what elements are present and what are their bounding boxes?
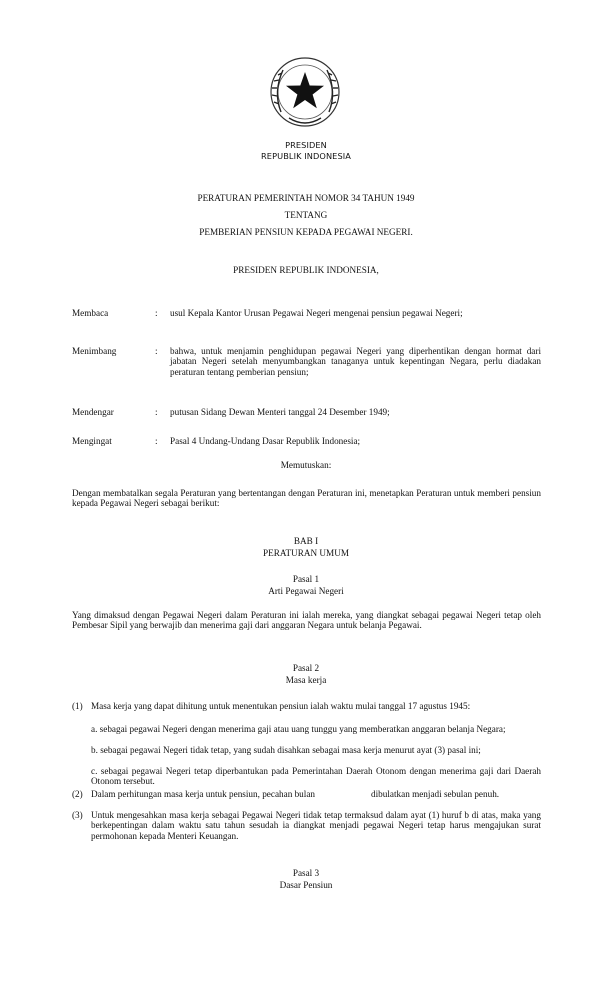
issuer-line: PRESIDEN REPUBLIK INDONESIA, — [233, 265, 379, 275]
item-number: (2) — [72, 789, 83, 799]
title-line-2: TENTANG — [284, 210, 328, 220]
text-mendengar: putusan Sidang Dewan Menteri tanggal 24 Desember 1949; — [170, 407, 390, 417]
item-number: (3) — [72, 810, 83, 820]
item-number: (1) — [72, 701, 83, 711]
pasal-2-number: Pasal 2 — [292, 663, 320, 673]
label-membaca: Membaca — [72, 308, 109, 318]
colon: : — [155, 346, 158, 356]
pasal-1-number: Pasal 1 — [292, 574, 320, 584]
pasal-3-title: Dasar Pensiun — [279, 880, 333, 890]
item-1-sub-b: b. sebagai pegawai Negeri tidak tetap, yang sudah disahkan sebagai masa kerja menurut ayat (3) pasal ini; — [91, 745, 481, 755]
header-presiden: PRESIDEN — [285, 140, 327, 150]
item-1-sub-a: a. sebagai pegawai Negeri dengan menerima gaji atau uang tunggu yang memberatkan anggaran belanja Negara; — [91, 724, 506, 734]
label-menimbang: Menimbang — [72, 346, 117, 356]
colon: : — [155, 407, 158, 417]
pasal-3-number: Pasal 3 — [292, 868, 320, 878]
item-2-text-b: dibulatkan menjadi sebulan penuh. — [371, 789, 500, 799]
item-2-text — [91, 789, 541, 799]
text-menimbang: bahwa, untuk menjamin penghidupan pegawai Negeri yang diperhentikan dengan hormat dari jabatan Negeri setelah menyumbangkan tanaganya untuk kepentingan Negara, perlu diadakan peraturan tentang pemberian pensiun; — [170, 346, 541, 377]
text-mengingat: Pasal 4 Undang-Undang Dasar Republik Indonesia; — [170, 436, 361, 446]
memutuskan-heading: Memutuskan: — [280, 460, 332, 470]
title-line-3: PEMBERIAN PENSIUN KEPADA PEGAWAI NEGERI. — [199, 227, 413, 237]
colon: : — [155, 308, 158, 318]
chapter-title: PERATURAN UMUM — [262, 548, 349, 558]
chapter-number: BAB I — [293, 536, 319, 546]
label-mendengar: Mendengar — [72, 407, 114, 417]
item-2-text-a: Dalam perhitungan masa kerja untuk pensiun, pecahan bulan — [91, 789, 315, 799]
pasal-1-text: Yang dimaksud dengan Pegawai Negeri dalam Peraturan ini ialah mereka, yang diangkat sebagai pegawai Negeri tetap oleh Pembesar Sipil yang berwajib dan menerima gaji dari anggaran Negara untuk belanja Pegawai. — [72, 610, 541, 631]
decision-text: Dengan membatalkan segala Peraturan yang bertentangan dengan Peraturan ini, menetapkan Peraturan untuk memberi pensiun kepada Pegawai Negeri sebagai berikut: — [72, 488, 541, 509]
header-republik: REPUBLIK INDONESIA — [261, 151, 351, 161]
pasal-1-title: Arti Pegawai Negeri — [268, 586, 344, 596]
title-line-1: PERATURAN PEMERINTAH NOMOR 34 TAHUN 1949 — [197, 193, 415, 203]
star-icon — [286, 72, 324, 108]
item-1-sub-c: c. sebagai pegawai Negeri tetap diperbantukan pada Pemerintahan Daerah Otonom dengan menerima gaji dari Daerah Otonom tersebut. — [91, 766, 541, 787]
text-membaca: usul Kepala Kantor Urusan Pegawai Negeri mengenai pensiun pegawai Negeri; — [170, 308, 463, 318]
item-3-text: Untuk mengesahkan masa kerja sebagai Pegawai Negeri tidak tetap termaksud dalam ayat (1) huruf b di atas, maka yang berkepentingan dalam waktu satu tahun sesudah ia diangkat menjadi pegawai Negeri tetap harus mengajukan surat permohonan kepada Menteri Keuangan. — [91, 810, 541, 841]
label-mengingat: Mengingat — [72, 436, 112, 446]
item-1-text: Masa kerja yang dapat dihitung untuk menentukan pensiun ialah waktu mulai tanggal 17 agustus 1945: — [91, 701, 471, 711]
colon: : — [155, 436, 158, 446]
pasal-2-title: Masa kerja — [285, 675, 327, 685]
garuda-star-wreath-emblem — [269, 52, 341, 132]
